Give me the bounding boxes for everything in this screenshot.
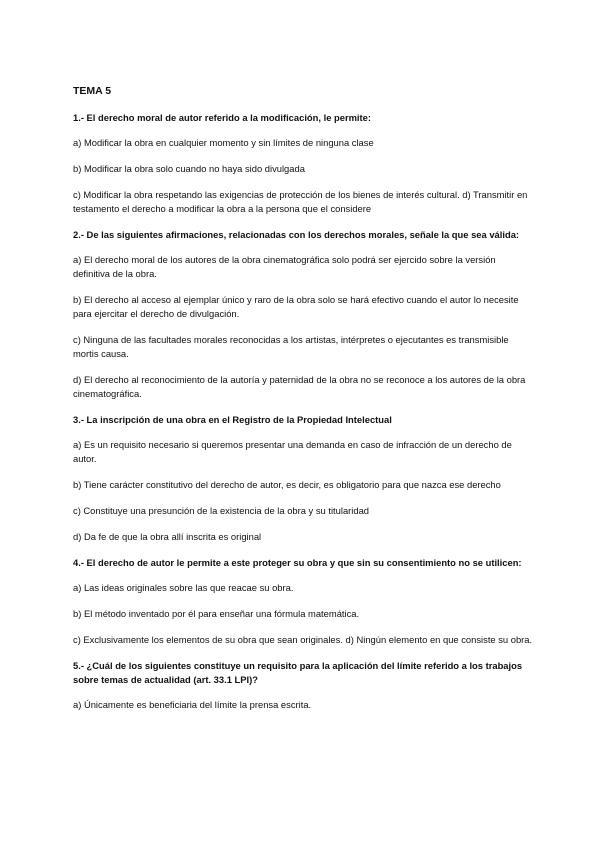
question-2-option-c: c) Ninguna de las facultades morales reconocidas a los artistas, intérpretes o ejecutantes es transmisible mortis causa. [73, 334, 509, 359]
question-4-option-a: a) Las ideas originales sobre las que reacae su obra. [73, 582, 294, 593]
question-5-option-a: a) Únicamente es beneficiaria del límite la prensa escrita. [73, 699, 312, 710]
question-3-option-a: a) Es un requisito necesario si queremos presentar una demanda en caso de infracción de un derecho de autor. [73, 439, 512, 464]
question-3-option-c: c) Constituye una presunción de la existencia de la obra y su titularidad [73, 505, 370, 516]
question-2: 2.- De las siguientes afirmaciones, relacionadas con los derechos morales, señale la que sea válida: [73, 229, 520, 240]
question-1-option-a: a) Modificar la obra en cualquier momento y sin límites de ninguna clase [73, 137, 374, 148]
question-3: 3.- La inscripción de una obra en el Registro de la Propiedad Intelectual [73, 414, 392, 425]
question-4-option-b: b) El método inventado por él para enseñar una fórmula matemática. [73, 608, 360, 619]
question-2-option-b: b) El derecho al acceso al ejemplar único y raro de la obra solo se hará efectivo cuando el autor lo necesite para ejercitar el derecho de divulgación. [73, 294, 519, 319]
question-3-option-d: d) Da fe de que la obra allí inscrita es original [73, 531, 262, 542]
question-2-option-d: d) El derecho al reconocimiento de la autoría y paternidad de la obra no se reconoce a los autores de la obra cinematográfica. [73, 374, 526, 399]
question-1: 1.- El derecho moral de autor referido a la modificación, le permite: [73, 112, 371, 123]
question-2-option-a: a) El derecho moral de los autores de la obra cinematográfica solo podrá ser ejercido sobre la versión definitiva de la obra. [73, 254, 496, 279]
question-1-option-c-d: c) Modificar la obra respetando las exigencias de protección de los bienes de interés cultural. d) Transmitir en testamento el derecho a modificar la obra a la persona que el considere [73, 189, 528, 214]
question-4: 4.- El derecho de autor le permite a este proteger su obra y que sin su consentimiento no se utilicen: [73, 557, 522, 568]
document-body [73, 84, 533, 724]
question-3-option-b: b) Tiene carácter constitutivo del derecho de autor, es decir, es obligatorio para que nazca ese derecho [73, 479, 501, 490]
question-4-option-c-d: c) Exclusivamente los elementos de su obra que sean originales. d) Ningún elemento en que consiste su obra. [73, 634, 533, 645]
question-1-option-b: b) Modificar la obra solo cuando no haya sido divulgada [73, 163, 305, 174]
document-title: TEMA 5 [73, 85, 112, 97]
question-5: 5.- ¿Cuál de los siguientes constituye un requisito para la aplicación del límite referido a los trabajos sobre temas de actualidad (art. 33.1 LPI)? [73, 660, 523, 685]
